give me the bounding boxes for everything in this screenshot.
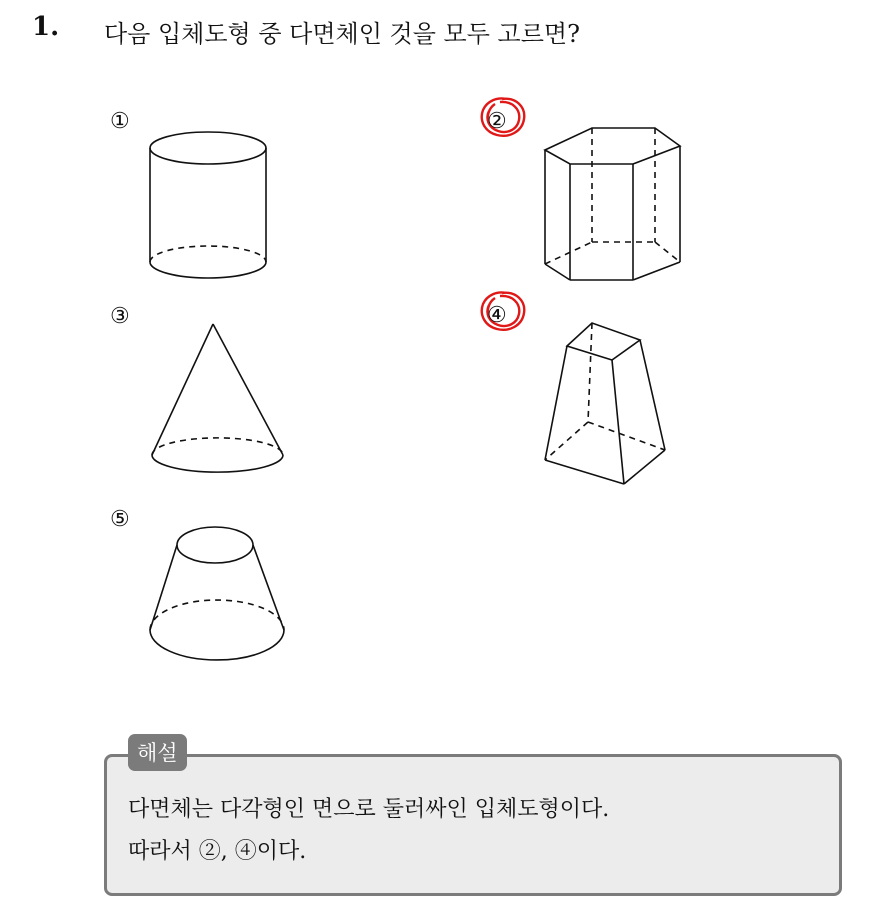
choice-label-4: ④ (487, 303, 507, 328)
cylinder-icon (150, 132, 266, 278)
choice-5[interactable] (110, 507, 284, 660)
explanation-line-2: 따라서 ②, ④이다. (128, 839, 307, 864)
explanation-box (104, 754, 842, 896)
square-frustum-icon (545, 323, 665, 484)
choice-label-5: ⑤ (110, 507, 130, 532)
explanation-tag: 해설 (128, 734, 187, 771)
cone-icon (152, 324, 283, 472)
choice-3[interactable] (110, 304, 283, 472)
choice-4[interactable] (482, 292, 665, 484)
hexagonal-prism-icon (545, 128, 680, 280)
explanation-line-1: 다면체는 다각형인 면으로 둘러싸인 입체도형이다. (128, 797, 610, 822)
choice-label-1: ① (110, 109, 130, 134)
choice-label-2: ② (487, 109, 507, 134)
question-number: 1. (32, 12, 60, 42)
choice-2[interactable] (482, 98, 680, 280)
choice-label-3: ③ (110, 304, 130, 329)
choice-1[interactable] (110, 109, 266, 278)
question-text: 다음 입체도형 중 다면체인 것을 모두 고르면? (104, 20, 580, 48)
conical-frustum-icon (150, 527, 284, 660)
